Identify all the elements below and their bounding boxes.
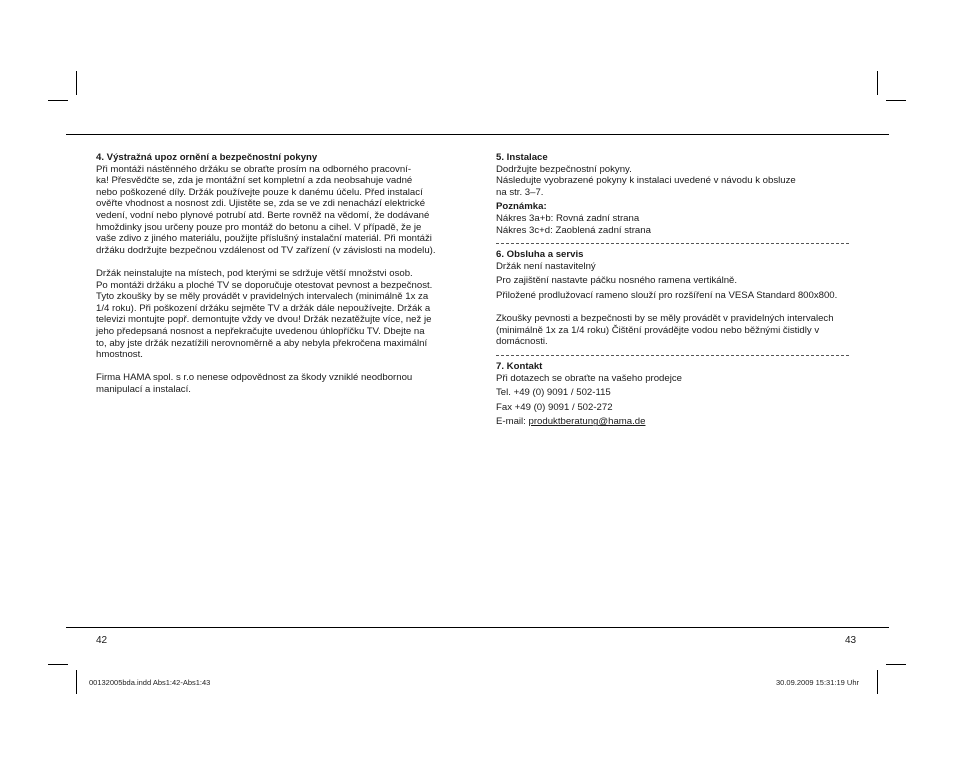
section-heading: 6. Obsluha a servis <box>496 249 584 261</box>
section-heading: 7. Kontakt <box>496 360 543 372</box>
note-heading: Poznámka: <box>496 201 547 213</box>
crop-mark <box>886 664 906 665</box>
text-line: ověřte vhodnost a nosnost zdi. Ujistěte se, zda se ve zdi nenachází elektrické <box>96 198 426 210</box>
text-line: (minimálně 1x za 1/4 roku) Čištění provádějte vodou nebo běžnými čistidly v <box>496 324 820 336</box>
left-column <box>96 152 476 395</box>
date-slug: 30.09.2009 15:31:19 Uhr <box>776 678 859 687</box>
text-line: domácnosti. <box>496 336 548 348</box>
email-label: E-mail: <box>496 416 529 428</box>
crop-mark <box>76 670 77 694</box>
page-number-left: 42 <box>96 635 108 646</box>
text-line: televizi montujte popř. demontujte vždy ve dvou! Držák nezatěžujte více, než je <box>96 314 432 326</box>
text-line: Dodržujte bezpečnostní pokyny. <box>496 163 632 175</box>
text-line: to, aby jste držák nezatížili nerovnoměrně a aby nebyla překročena maximální <box>96 337 428 349</box>
text-line: jeho předepsaná nosnost a nepřekračujte uvedenou úhlopříčku TV. Dbejte na <box>96 325 425 337</box>
crop-mark <box>76 71 77 95</box>
file-slug: 00132005bda.indd Abs1:42-Abs1:43 <box>89 678 211 687</box>
text-line: Nákres 3a+b: Rovná zadní strana <box>496 212 640 224</box>
section-heading: 5. Instalace <box>496 152 548 163</box>
text-line: 1/4 roku). Při poškození držáku sejměte TV a držák dále nepoužívejte. Držák a <box>96 302 431 314</box>
crop-mark <box>48 100 68 101</box>
text-line: Firma HAMA spol. s r.o nenese odpovědnost za škody vzniklé neodbornou <box>96 372 413 384</box>
text-line: manipulací a instalací. <box>96 383 191 395</box>
text-line: Po montáži držáku a ploché TV se doporučuje otestovat pevnost a bezpečnost. <box>96 279 433 291</box>
right-column <box>496 152 871 428</box>
text-line: nebo poškozené díly. Držák používejte pouze k danému účelu. Před instalací <box>96 186 423 198</box>
text-line: Držák neinstalujte na místech, pod kterými se sdržuje větší množstvi osob. <box>96 267 413 279</box>
bottom-rule <box>66 627 889 628</box>
text-line: na str. 3–7. <box>496 186 544 198</box>
text-line: Držák není nastavitelný <box>496 260 596 272</box>
text-line: ka! Přesvědčte se, zda je montážní set kompletní a zda neobsahuje vadné <box>96 175 413 187</box>
phone-line: Tel. +49 (0) 9091 / 502-115 <box>496 387 611 399</box>
text-line: hmoždinky jsou určeny pouze pro montáž do betonu a cihel. V případě, že je <box>96 221 422 233</box>
crop-mark <box>886 100 906 101</box>
text-line: hmostnost. <box>96 349 143 361</box>
text-line: vaše zdivo z jiného materiálu, použijte příslušný instalační materiál. Při montáži <box>96 233 432 245</box>
crop-mark <box>877 71 878 95</box>
text-line: Při dotazech se obraťte na vašeho prodejce <box>496 372 682 384</box>
crop-mark <box>877 670 878 694</box>
top-rule <box>66 134 889 135</box>
text-line: držáku dodržujte bezpečnou vzdálenost od TV zařízení (v závislosti na modelu). <box>96 244 436 256</box>
text-line: Tyto zkoušky by se měly provádět v pravidelných intervalech (minimálně 1x za <box>96 291 429 303</box>
text-line: vedení, vodní nebo plynové potrubí atd. Berte rovněž na vědomí, že dodávané <box>96 209 430 221</box>
dashed-separator <box>496 243 849 244</box>
text-line: Následujte vyobrazené pokyny k instalaci uvedené v návodu k obsluze <box>496 175 796 187</box>
text-line: Pro zajištění nastavte páčku nosného ramena vertikálně. <box>496 275 738 287</box>
text-line: Nákres 3c+d: Zaoblená zadní strana <box>496 224 651 236</box>
fax-line: Fax +49 (0) 9091 / 502-272 <box>496 401 613 413</box>
page-number-right: 43 <box>845 635 857 646</box>
email-line <box>496 416 871 428</box>
text-line: Přiložené prodlužovací rameno slouží pro rozšíření na VESA Standard 800x800. <box>496 289 838 301</box>
section-heading: 4. Výstražná upoz ornění a bezpečnostní pokyny <box>96 152 318 163</box>
dashed-separator <box>496 355 849 356</box>
email-link[interactable]: produktberatung@hama.de <box>528 416 646 428</box>
crop-mark <box>48 664 68 665</box>
text-line: Zkoušky pevnosti a bezpečnosti by se měly provádět v pravidelných intervalech <box>496 313 834 325</box>
text-line: Při montáži nástěnného držáku se obraťte prosím na odborného pracovní- <box>96 163 412 175</box>
